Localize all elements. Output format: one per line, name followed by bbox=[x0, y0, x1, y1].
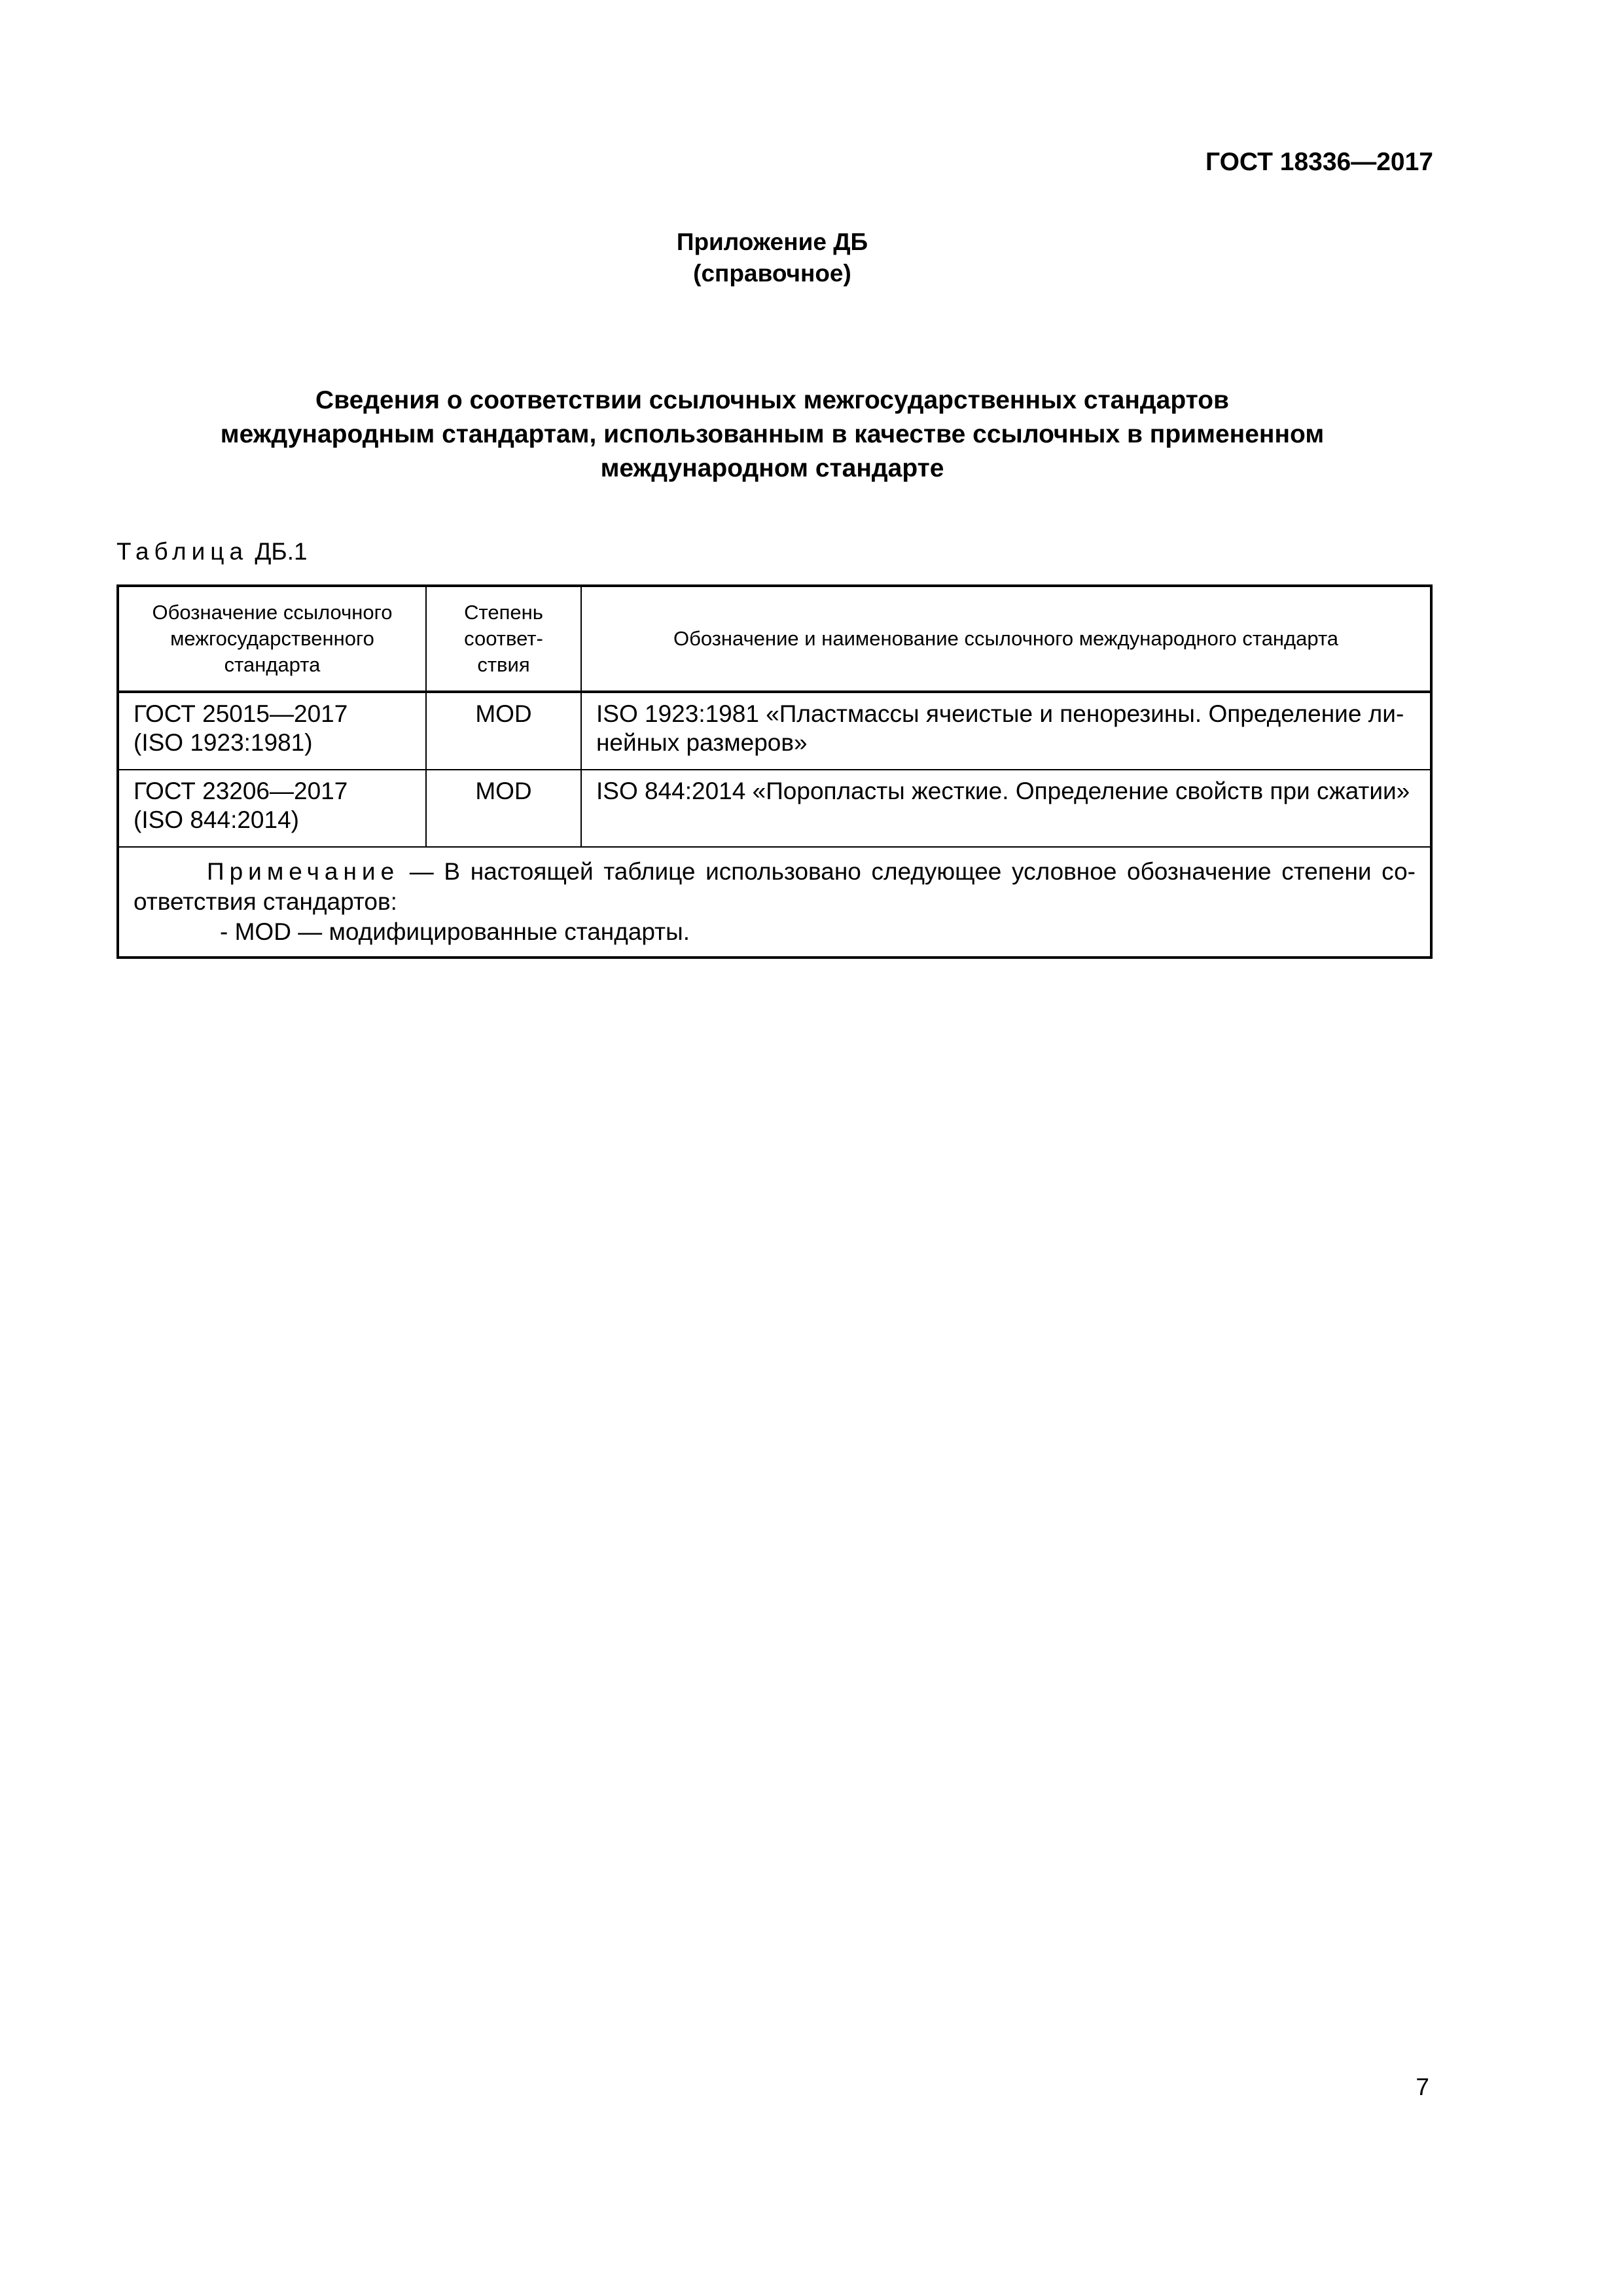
gost-cell: ГОСТ 25015—2017 (ISO 1923:1981) bbox=[118, 692, 426, 770]
degree-cell: MOD bbox=[426, 770, 581, 847]
header-cell-gost: Обозначение ссылочного межгосударственного стандарта bbox=[118, 586, 426, 692]
section-title bbox=[0, 384, 1544, 486]
section-title-line: международном стандарте bbox=[600, 454, 944, 482]
appendix-subtitle: (справочное) bbox=[693, 260, 851, 287]
table-caption-label: Таблица bbox=[116, 538, 249, 565]
page-number: 7 bbox=[1416, 2073, 1429, 2100]
international-cell: ISO 844:2014 «Поропласты жесткие. Определение свойств при сжатии» bbox=[581, 770, 1431, 847]
table-header-row bbox=[118, 586, 1431, 692]
table-note-row bbox=[118, 847, 1431, 958]
international-cell: ISO 1923:1981 «Пластмассы ячеистые и пенорезины. Определение ли- нейных размеров» bbox=[581, 692, 1431, 770]
section-title-line: международным стандартам, использованным в качестве ссылочных в примененном bbox=[220, 420, 1325, 448]
reference-standards-table bbox=[116, 584, 1433, 959]
note-text: — В настоящей таблице использовано следующее условное обозначение степени со- bbox=[399, 858, 1416, 885]
table-note bbox=[118, 847, 1431, 958]
document-code: ГОСТ 18336—2017 bbox=[1205, 148, 1433, 176]
gost-cell: ГОСТ 23206—2017 (ISO 844:2014) bbox=[118, 770, 426, 847]
table-caption-number: ДБ.1 bbox=[255, 538, 308, 565]
note-label: Примечание bbox=[207, 858, 400, 885]
note-text: ответствия стандартов: bbox=[134, 888, 397, 915]
header-cell-degree: Степень соответ- ствия bbox=[426, 586, 581, 692]
degree-cell: MOD bbox=[426, 692, 581, 770]
table-row bbox=[118, 692, 1431, 770]
appendix-heading bbox=[0, 226, 1544, 289]
table-row bbox=[118, 770, 1431, 847]
table-caption bbox=[116, 538, 308, 565]
note-bullet: - MOD — модифицированные стандарты. bbox=[220, 918, 690, 945]
header-cell-international: Обозначение и наименование ссылочного международного стандарта bbox=[581, 586, 1431, 692]
appendix-title: Приложение ДБ bbox=[676, 228, 868, 255]
section-title-line: Сведения о соответствии ссылочных межгосударственных стандартов bbox=[315, 386, 1230, 414]
